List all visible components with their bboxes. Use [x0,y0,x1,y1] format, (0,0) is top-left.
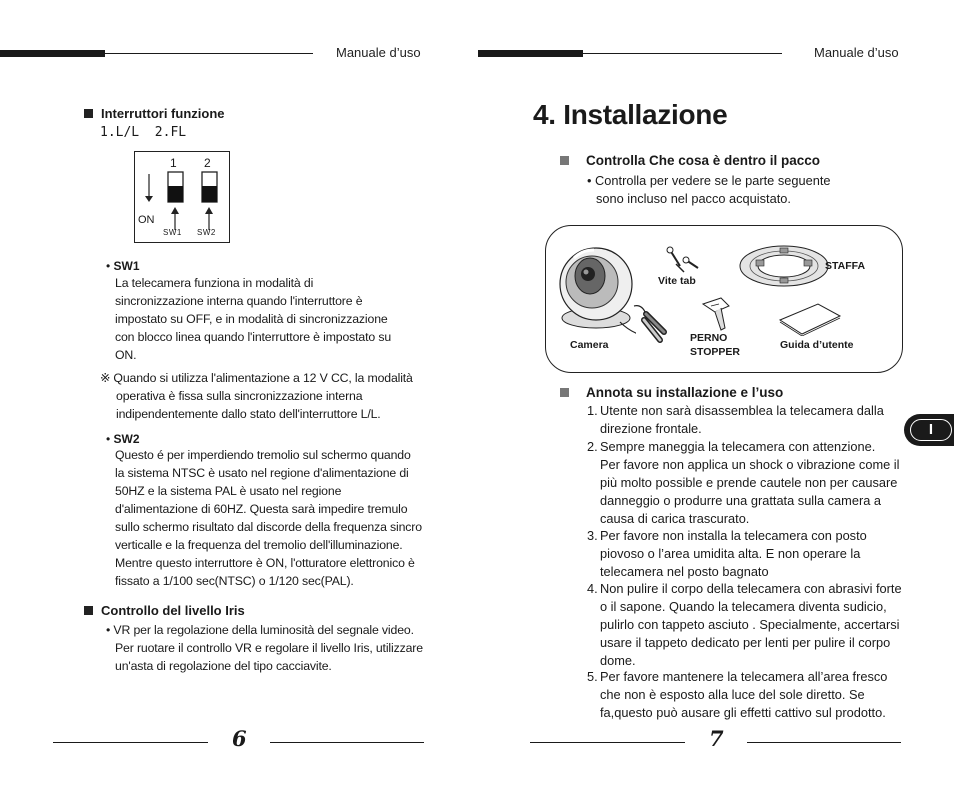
page-number-right: 7 [709,726,724,751]
bracket-icon [738,240,830,290]
square-bullet-icon [560,156,569,165]
manual-icon [778,302,842,336]
iris-paragraph: • VR per la regolazione della luminosità del segnale video. Per ruotare il controllo VR e regolare il livello Iris, utilizzare un'asta di regolazione del tipo cacciavite. [106,623,423,673]
switch-2-lever [202,186,217,202]
install-note-2: 2. Sempre maneggia la telecamera con attenzione. Per favore non applica un shock o vibrazione come il più molto possible e prende cautele non per causare danneggio o produrre una grattata sulla camera a causa di carica trascurato. [587,439,900,526]
dc-note: ※ Quando si utilizza l'alimentazione a 12 V CC, la modalità operativa è fissa sulla sincronizzazione interna indipendentemente dallo stato dell'interruttore L/L. [100,371,413,421]
header-label-left: Manuale d’uso [336,45,421,60]
dip-switch-diagram [134,151,230,243]
header-rule-right [583,53,782,54]
install-note-5: 5. Per favore mantenere la telecamera all’area fresco che non è esposto alla luce del sole diretto. Se fa,questo può ausare gli effetti cattivo sul prodotto. [587,669,888,720]
header-bar-right [478,50,583,57]
language-tab [904,414,954,446]
sw1-paragraph: La telecamera funziona in modalità di sincronizzazione interna quando l'interruttore è impostato su OFF, e in modalità di sincronizzazione con blocco linea quando l'interruttore è impostato su ON. [115,276,392,362]
stopper-pin-icon [699,296,735,332]
perno-stopper-label: PERNO STOPPER [690,332,740,358]
footer-rule-right-a [530,742,685,743]
section-title-iris: Controllo del livello Iris [84,603,245,618]
page-title: 4. Installazione [533,99,728,130]
footer-rule-right-b [747,742,901,743]
arrow-down-icon [145,196,153,202]
header-bar-left [0,50,105,57]
header-label-right: Manuale d’uso [814,45,899,60]
sw2-label: SW2 [197,228,216,237]
install-note-4: 4. Non pulire il corpo della telecamera con abrasivi forte o il sapone. Quando la telecamera diventa sudicio, pulirlo con tappeto asciuto . Specialmente, accertarsi usare il tappeto dedicato per lenti per pulire il corpo dome. [587,581,902,668]
arrow-up-icon [205,207,213,214]
user-guide-label: Guida d’utente [780,339,854,351]
header-rule-left [105,53,313,54]
section-title-install-notes: Annota su installazione e l’uso [560,385,783,400]
square-bullet-icon [84,109,93,118]
switch-caption: 1.L/L 2.FL [100,125,187,140]
vite-tab-label: Vite tab [658,275,696,287]
camera-icon [556,240,636,336]
switch-2-number: 2 [204,156,211,170]
install-note-3: 3. Per favore non installa la telecamera con posto piovoso o l’area umidita alta. E non operare la telecamera nel posto bagnato [587,528,867,579]
switch-1-number: 1 [170,156,177,170]
section-title-function-switches: Interruttori funzione [84,106,225,121]
sw1-label: SW1 [163,228,182,237]
package-contents-box [545,225,903,373]
page-number-left: 6 [232,726,247,751]
footer-rule-left-a [53,742,208,743]
install-note-1: 1. Utente non sarà disassemblea la telecamera dalla direzione frontale. [587,403,884,436]
footer-rule-left-b [270,742,424,743]
section-title-package: Controlla Che cosa è dentro il pacco [560,153,820,168]
camera-label: Camera [570,339,609,351]
package-paragraph: • Controlla per vedere se le parte seguente sono incluso nel pacco acquistato. [587,173,831,206]
screw-icon [666,246,700,274]
sw1-heading: • SW1 [106,259,140,273]
arrow-up-icon [171,207,179,214]
on-label: ON [138,214,155,226]
cable-connector-icon [632,302,670,346]
square-bullet-icon [560,388,569,397]
staffa-label: STAFFA [825,260,866,272]
switch-1-lever [168,186,183,202]
square-bullet-icon [84,606,93,615]
sw2-heading: • SW2 [106,432,140,446]
language-tab-letter: I [910,419,952,441]
sw2-paragraph: Questo é per imperdiendo tremolio sul schermo quando la sistema NTSC è usato nel regione d'alimentazione di 50HZ e la sistema PAL è usato nel regione d'alimentazione di 60HZ. Questa sarà impedire tremulo sullo schermo risultato dal discorde della frequenza sincro verticalle e la frequenza del tremolio dell'illuminazione. Mentre questo interruttore è ON, l'otturatore elettronico è fissato a 1/100 sec(NTSC) o 1/120 sec(PAL). [115,448,422,588]
